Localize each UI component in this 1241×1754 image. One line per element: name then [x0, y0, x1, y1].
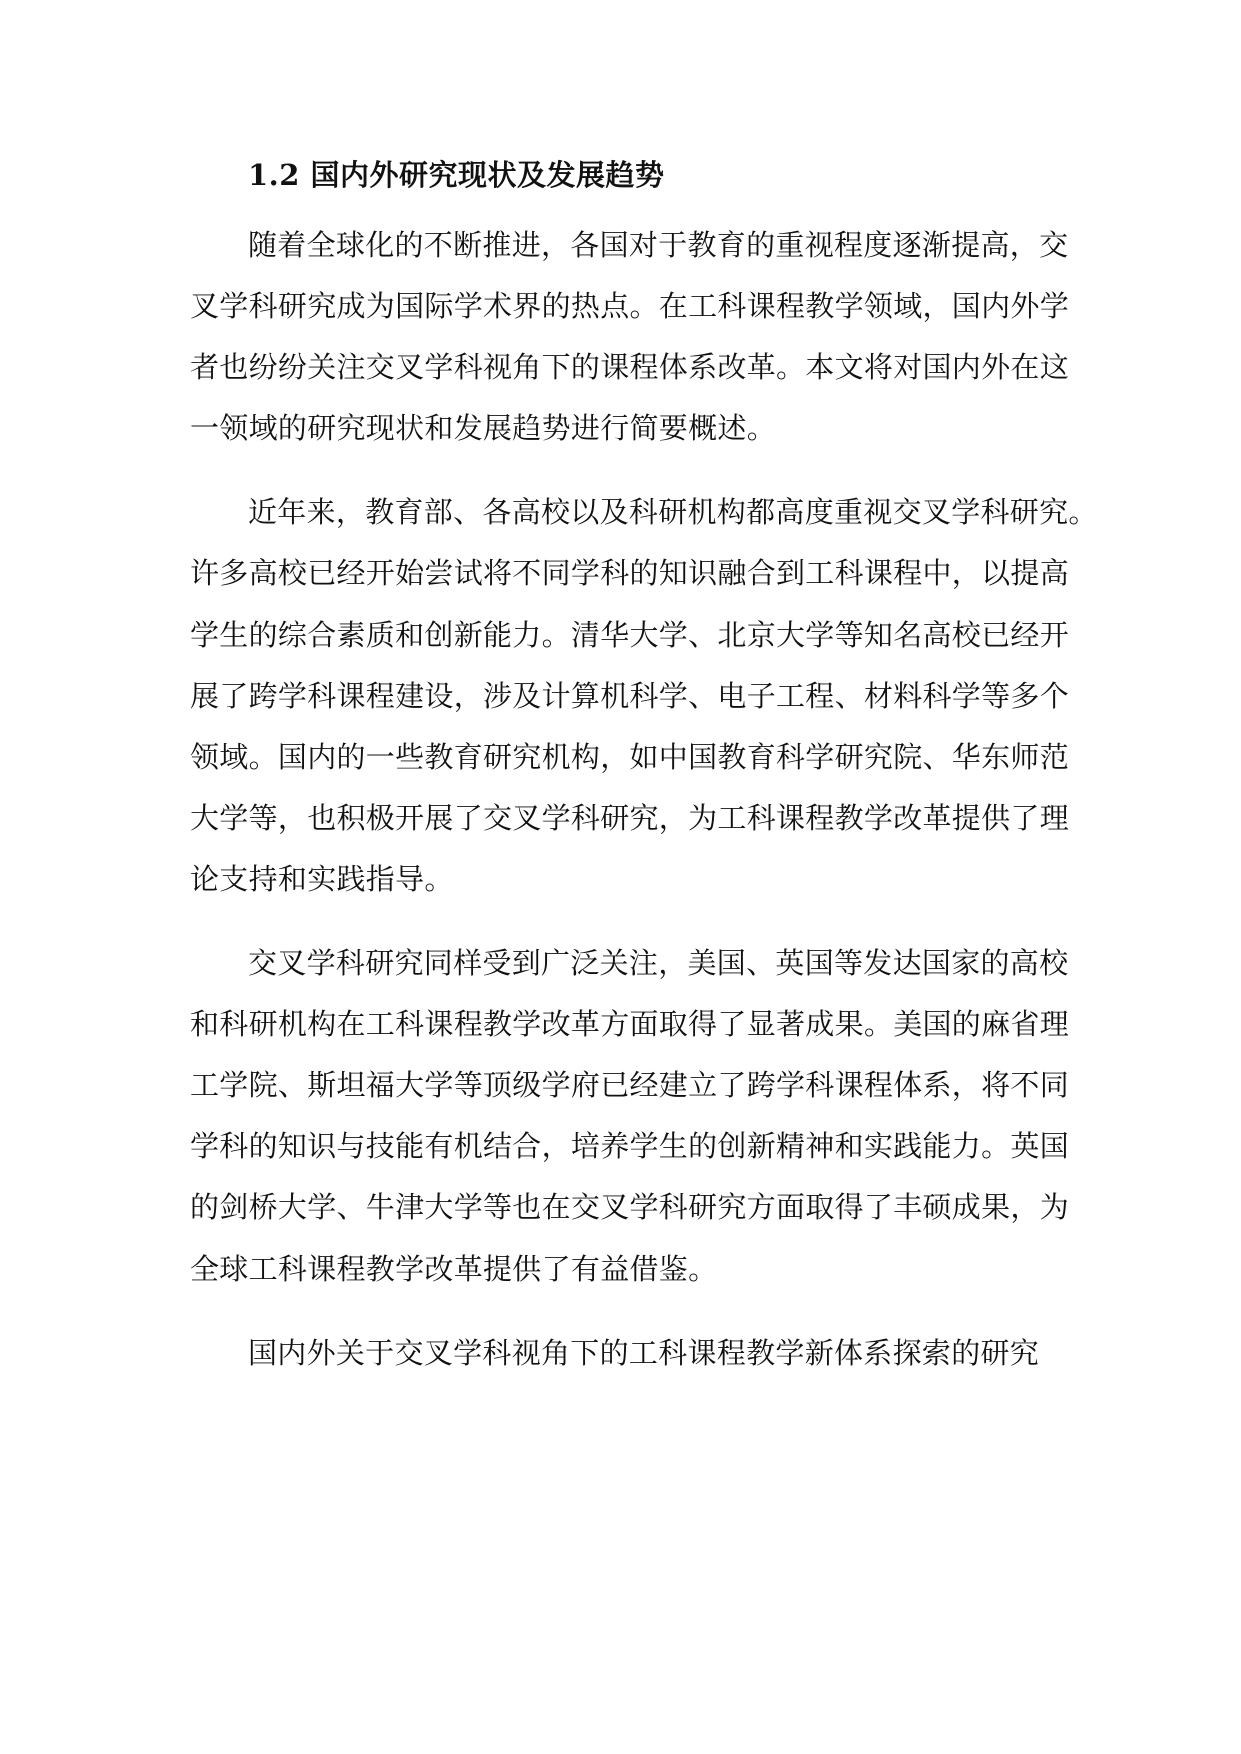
text-line: 展了跨学科课程建设，涉及计算机科学、电子工程、材料科学等多个 [190, 678, 1070, 713]
text-line: 者也纷纷关注交叉学科视角下的课程体系改革。本文将对国内外在这 [190, 350, 1070, 385]
text-line: 的剑桥大学、牛津大学等也在交叉学科研究方面取得了丰硕成果，为 [190, 1190, 1070, 1225]
text-line: 领域。国内的一些教育研究机构，如中国教育科学研究院、华东师范 [190, 739, 1070, 774]
text-line: 一领域的研究现状和发展趋势进行简要概述。 [190, 411, 777, 446]
text-line: 国内外关于交叉学科视角下的工科课程教学新体系探索的研究 [248, 1335, 1040, 1370]
text-line: 工学院、斯坦福大学等顶级学府已经建立了跨学科课程体系，将不同 [190, 1068, 1070, 1103]
text-line: 许多高校已经开始尝试将不同学科的知识融合到工科课程中，以提高 [190, 556, 1070, 591]
text-line: 论支持和实践指导。 [190, 861, 454, 896]
paragraph-1 [190, 215, 1070, 459]
text-line: 学科的知识与技能有机结合，培养学生的创新精神和实践能力。英国 [190, 1129, 1070, 1164]
text-line: 和科研机构在工科课程教学改革方面取得了显著成果。美国的麻省理 [190, 1007, 1070, 1042]
text-line: 全球工科课程教学改革提供了有益借鉴。 [190, 1251, 718, 1286]
document-page [190, 145, 1098, 1384]
text-line: 交叉学科研究同样受到广泛关注，美国、英国等发达国家的高校 [248, 946, 1069, 981]
text-line: 大学等，也积极开展了交叉学科研究，为工科课程教学改革提供了理 [190, 800, 1070, 835]
paragraph-2 [190, 482, 1098, 910]
text-line: 叉学科研究成为国际学术界的热点。在工科课程教学领域，国内外学 [190, 289, 1070, 324]
section-heading: 1.2 国内外研究现状及发展趋势 [248, 158, 665, 192]
text-line: 近年来，教育部、各高校以及科研机构都高度重视交叉学科研究。 [248, 495, 1098, 530]
text-line: 随着全球化的不断推进，各国对于教育的重视程度逐渐提高，交 [248, 228, 1069, 262]
paragraph-4 [190, 1323, 1050, 1384]
text-line: 学生的综合素质和创新能力。清华大学、北京大学等知名高校已经开 [190, 617, 1070, 652]
paragraph-3 [190, 933, 1070, 1300]
